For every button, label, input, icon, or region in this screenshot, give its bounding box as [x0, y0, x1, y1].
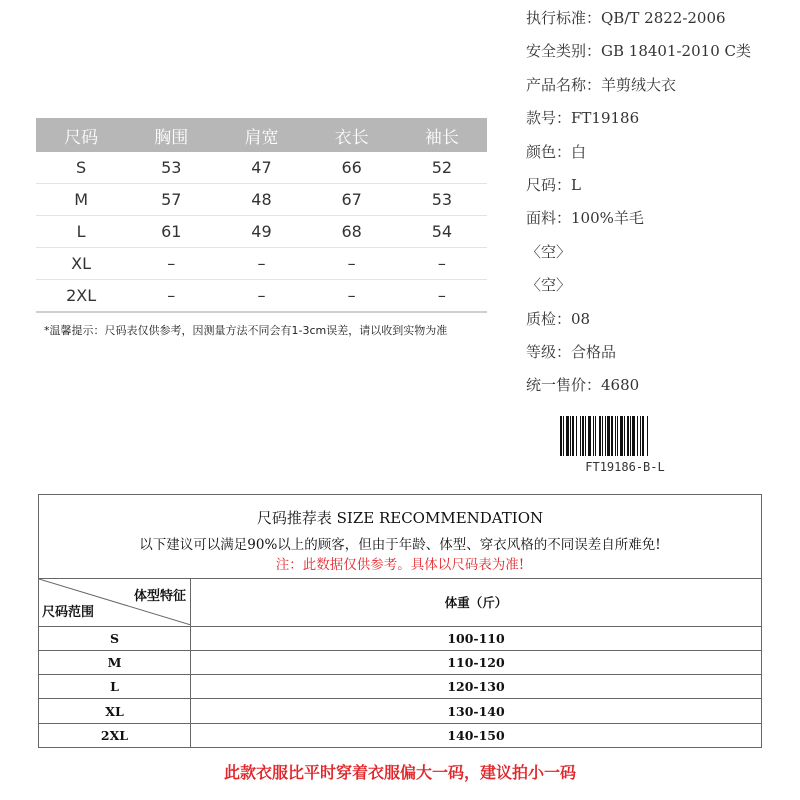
- recommendation-weight: 110-120: [191, 650, 762, 674]
- barcode-bar: [585, 416, 586, 456]
- table-cell: 2XL: [36, 280, 126, 313]
- size-chart-header-chest: 胸围: [126, 118, 216, 152]
- barcode-bar: [593, 416, 594, 456]
- size-recommendation-panel: [38, 494, 762, 748]
- recommendation-size: M: [39, 650, 191, 674]
- label-product-name: 产品名称：羊剪绒大衣: [526, 75, 677, 94]
- weight-column-header: 体重（斤）: [191, 579, 762, 627]
- table-cell: –: [397, 248, 487, 280]
- table-row: [36, 248, 487, 280]
- barcode-graphic: [558, 416, 692, 456]
- label-size: 尺码：L: [526, 175, 581, 194]
- barcode-bar: [582, 416, 584, 456]
- table-cell: 52: [397, 152, 487, 184]
- recommendation-size: 2XL: [39, 723, 191, 747]
- table-row: [39, 626, 762, 650]
- label-empty-2: 〈空〉: [526, 276, 572, 295]
- recommendation-size: L: [39, 675, 191, 699]
- corner-header-body-type: 体型特征: [133, 589, 186, 604]
- label-quality-check: 质检：08: [526, 309, 591, 328]
- table-cell: 54: [397, 216, 487, 248]
- size-chart-header-length: 衣长: [307, 118, 397, 152]
- barcode-bar: [572, 416, 574, 456]
- barcode-bar: [627, 416, 629, 456]
- table-row: [39, 723, 762, 747]
- size-chart-header-size: 尺码: [36, 118, 126, 152]
- label-grade: 等级：合格品: [526, 342, 617, 361]
- recommendation-weight: 140-150: [191, 723, 762, 747]
- barcode-bar: [599, 416, 601, 456]
- label-empty-1: 〈空〉: [526, 242, 572, 261]
- table-row: [36, 152, 487, 184]
- table-cell: 67: [307, 184, 397, 216]
- barcode-bar: [588, 416, 591, 456]
- recommendation-weight: 100-110: [191, 626, 762, 650]
- table-cell: –: [216, 280, 306, 313]
- barcode-bar: [576, 416, 577, 456]
- table-row: [39, 699, 762, 723]
- table-row: [39, 650, 762, 674]
- label-standard: 执行标准：QB/T 2822-2006: [526, 9, 726, 27]
- barcode-bar: [602, 416, 603, 456]
- barcode-bar: [605, 416, 606, 456]
- barcode-bar: [642, 416, 644, 456]
- table-cell: 66: [307, 152, 397, 184]
- table-cell: –: [126, 248, 216, 280]
- barcode-bar: [595, 416, 596, 456]
- table-cell: –: [126, 280, 216, 313]
- table-cell: –: [397, 280, 487, 313]
- size-chart-table: [36, 118, 487, 313]
- size-chart-header-shoulder: 肩宽: [216, 118, 306, 152]
- table-cell: –: [216, 248, 306, 280]
- barcode-bar: [647, 416, 648, 456]
- table-cell: 47: [216, 152, 306, 184]
- table-row: [39, 675, 762, 699]
- table-row: [36, 280, 487, 313]
- barcode-bar: [566, 416, 569, 456]
- table-cell: M: [36, 184, 126, 216]
- barcode-bar: [580, 416, 581, 456]
- size-chart-header-row: [36, 118, 487, 152]
- recommendation-warning: 注：此数据仅供参考。具体以尺码表为准!: [275, 557, 525, 573]
- barcode-bar: [620, 416, 623, 456]
- barcode-bar: [637, 416, 638, 456]
- recommendation-size: S: [39, 626, 191, 650]
- table-cell: –: [307, 248, 397, 280]
- barcode-bar: [632, 416, 635, 456]
- corner-header-cell: [39, 579, 191, 627]
- table-cell: 53: [397, 184, 487, 216]
- recommendation-header-row: [39, 579, 762, 627]
- table-row: [36, 184, 487, 216]
- label-price: 统一售价：4680: [526, 376, 640, 395]
- recommendation-weight: 130-140: [191, 699, 762, 723]
- barcode-bar: [630, 416, 631, 456]
- barcode-text: FT19186-B-L: [585, 460, 665, 474]
- table-cell: L: [36, 216, 126, 248]
- size-chart-note: *温馨提示：尺码表仅供参考，因测量方法不同会有1-3cm误差，请以收到实物为准: [44, 324, 448, 337]
- table-cell: 68: [307, 216, 397, 248]
- recommendation-description: 以下建议可以满足90%以上的顾客，但由于年龄、体型、穿衣风格的不同误差自所难免!: [139, 537, 661, 553]
- label-fabric: 面料：100%羊毛: [526, 209, 644, 228]
- table-cell: 57: [126, 184, 216, 216]
- recommendation-table: [38, 578, 762, 748]
- table-cell: 61: [126, 216, 216, 248]
- barcode-bar: [607, 416, 610, 456]
- corner-header-size-range: 尺码范围: [42, 604, 95, 620]
- barcode-bar: [560, 416, 562, 456]
- label-color: 颜色：白: [526, 142, 587, 161]
- barcode-bar: [615, 416, 616, 456]
- recommendation-weight: 120-130: [191, 675, 762, 699]
- barcode-bar: [640, 416, 641, 456]
- barcode-bar: [570, 416, 571, 456]
- recommendation-title: 尺码推荐表 SIZE RECOMMENDATION: [256, 509, 544, 527]
- barcode-bar: [624, 416, 625, 456]
- recommendation-size: XL: [39, 699, 191, 723]
- table-cell: –: [307, 280, 397, 313]
- barcode-bar: [563, 416, 564, 456]
- product-label: [526, 6, 796, 407]
- table-cell: 48: [216, 184, 306, 216]
- barcode-bar: [617, 416, 618, 456]
- label-style-number: 款号：FT19186: [526, 109, 640, 128]
- table-cell: 53: [126, 152, 216, 184]
- size-chart-header-sleeve: 袖长: [397, 118, 487, 152]
- table-cell: 49: [216, 216, 306, 248]
- table-cell: S: [36, 152, 126, 184]
- table-cell: XL: [36, 248, 126, 280]
- bottom-size-advice: 此款衣服比平时穿着衣服偏大一码，建议拍小一码: [223, 763, 576, 782]
- label-safety-category: 安全类别：GB 18401-2010 C类: [526, 42, 751, 61]
- barcode-bar: [611, 416, 613, 456]
- table-row: [36, 216, 487, 248]
